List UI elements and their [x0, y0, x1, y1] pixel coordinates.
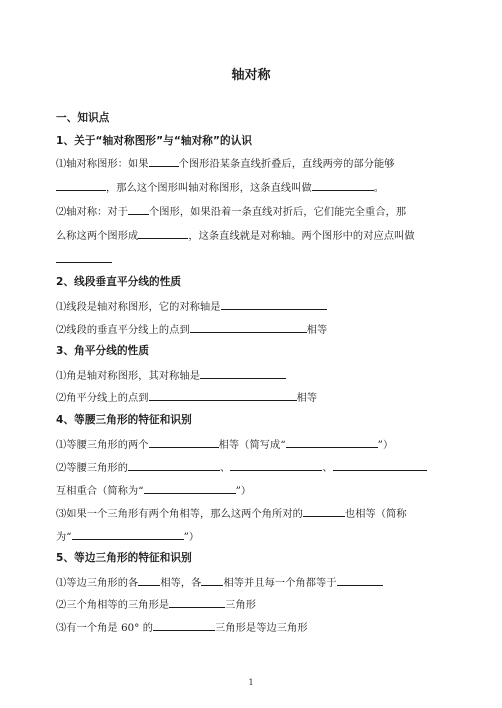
blank-3[interactable]	[312, 179, 374, 191]
para-12: ⑶有一个角是 60° 的 三角形是等边三角形	[56, 619, 454, 636]
page-number: 1	[248, 678, 254, 687]
blank-7[interactable]	[221, 298, 327, 310]
heading-4: 4、等腰三角形的特征和识别	[56, 414, 192, 426]
para-5: ⑴角是轴对称图形，其对称轴是	[56, 367, 454, 384]
blank-1[interactable]	[149, 155, 179, 167]
para-9-line-1: ⑶如果一个三角形有两个角相等，那么这两个角所对的 也相等（简称	[56, 505, 454, 522]
blank-16[interactable]	[144, 482, 236, 494]
blank-8[interactable]	[190, 321, 307, 333]
blank-23[interactable]	[153, 619, 215, 631]
heading-2: 2、线段垂直平分线的性质	[56, 276, 182, 288]
para-1-line-2: ，那么这个图形叫轴对称图形，这条直线叫做 。	[56, 179, 454, 196]
para-11: ⑵三个角相等的三角形是 三角形	[56, 596, 454, 613]
section-heading: 一、知识点	[56, 112, 110, 124]
blank-13[interactable]	[128, 459, 220, 471]
page-title: 轴对称	[231, 68, 271, 83]
blank-12[interactable]	[286, 436, 378, 448]
blank-4[interactable]	[128, 203, 149, 215]
blank-18[interactable]	[72, 528, 184, 540]
para-1-line-1: ⑴轴对称图形：如果 个图形沿某条直线折叠后，直线两旁的部分能够	[56, 155, 454, 172]
para-2-line-1: ⑵轴对称：对于 个图形，如果沿着一条直线对折后，它们能完全重合，那	[56, 203, 454, 220]
blank-9[interactable]	[200, 367, 286, 379]
para-8-line-1: ⑵等腰三角形的 、 、	[56, 459, 454, 476]
para-9-line-2: 为“ ”）	[56, 528, 454, 545]
blank-15[interactable]	[333, 459, 427, 471]
heading-5: 5、等边三角形的特征和识别	[56, 552, 192, 564]
para-3: ⑴线段是轴对称图形，它的对称轴是	[56, 298, 454, 315]
blank-6[interactable]	[56, 251, 112, 263]
blank-11[interactable]	[149, 436, 219, 448]
blank-17[interactable]	[303, 505, 345, 517]
para-10: ⑴等边三角形的各 相等，各 相等并且每一个角都等于	[56, 574, 454, 591]
blank-19[interactable]	[138, 574, 160, 586]
para-7: ⑴等腰三角形的两个 相等（简写成“ ”）	[56, 436, 454, 453]
para-6: ⑵角平分线上的点到 相等	[56, 389, 454, 406]
para-4: ⑵线段的垂直平分线上的点到 相等	[56, 321, 454, 338]
blank-22[interactable]	[169, 596, 225, 608]
blank-10[interactable]	[149, 389, 297, 401]
blank-2[interactable]	[56, 179, 106, 191]
para-8-line-2: 互相重合（简称为“ ”）	[56, 482, 454, 499]
para-2-line-3	[56, 251, 454, 268]
blank-20[interactable]	[201, 574, 223, 586]
para-2-line-2: 么称这两个图形成 ，这条直线就是对称轴。两个图形中的对应点叫做	[56, 227, 454, 244]
heading-1: 1、关于“轴对称图形”与“轴对称”的认识	[56, 135, 253, 147]
blank-21[interactable]	[337, 574, 383, 586]
blank-5[interactable]	[138, 227, 188, 239]
heading-3: 3、角平分线的性质	[56, 345, 150, 357]
blank-14[interactable]	[230, 459, 322, 471]
